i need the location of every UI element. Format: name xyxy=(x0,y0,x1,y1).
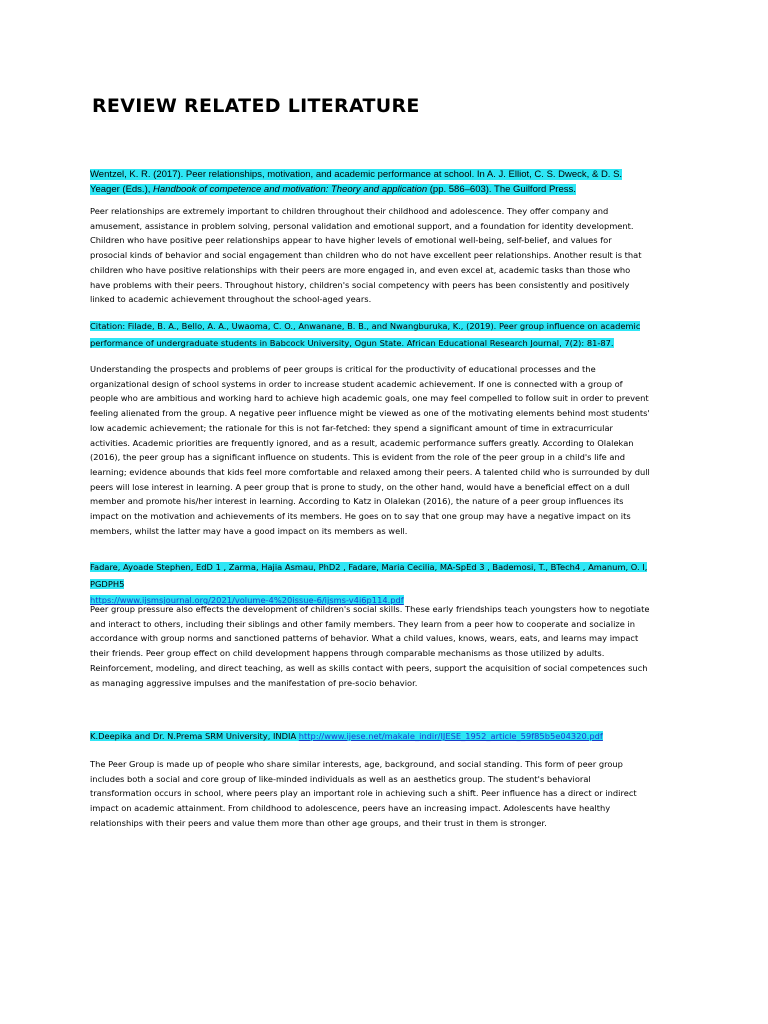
citation-fadare-link[interactable]: https://www.ijsmsjournal.org/2021/volume-4%20issue-6/ijsms-v4i6p114.pdf xyxy=(90,595,404,605)
citation-fadare-authors: Fadare, Ayoade Stephen, EdD 1 , Zarma, Hajia Asmau, PhD2 , Fadare, Maria Cecilia, MA-SpEd 3 , Bademosi, T., BTech4 , Amanum, O. I, PGDPH5 xyxy=(90,562,648,589)
paragraph-social-skills: Peer group pressure also effects the development of children's social skills. These early friendships teach youngsters how to negotiate and interact to others, including their siblings and other family members. They learn from a peer how to cooperate and socialize in accordance with group norms and sanctioned patterns of behavior. What a child values, knows, wears, eats, and learns may impact their friends. Peer group effect on child development happens through comparable mechanisms as those utilized by adults. Reinforcement, modeling, and direct teaching, as well as skills contact with peers, support the acquisition of social competences such as managing aggressive impulses and the manifestation of pre-socio behavior. xyxy=(90,604,650,688)
page-title: REVIEW RELATED LITERATURE xyxy=(92,95,420,117)
citation-wentzel-main: Wentzel, K. R. (2017). Peer relationships, motivation, and academic performance at school. In A. J. Elliot, C. S. Dweck, & D. S. Yeager (Eds.), xyxy=(90,169,623,195)
paragraph-peer-group-definition: The Peer Group is made up of people who share similar interests, age, background, and social standing. This form of peer group includes both a social and core group of like-minded individuals as well as an aesthetics group. The student's behavioral transformation occurs in school, where peers play an important role in achieving such a shift. Peer influence has a direct or indirect impact on academic attainment. From childhood to adolescence, peers have an increasing impact. Adolescents have healthy relationships with their peers and value them more than other age groups, and their trust in them is stronger. xyxy=(90,759,637,828)
citation-deepika-authors: K.Deepika and Dr. N.Prema SRM University, INDIA xyxy=(90,731,299,741)
paragraph-peer-group-prospects: Understanding the prospects and problems of peer groups is critical for the productivity of educational processes and the organizational design of school systems in order to increase student academic achievement. If one is connected with a group of people who are ambitious and working hard to achieve high academic goals, one may feel compelled to follow suit in order to prevent feeling alienated from the group. A negative peer influence might be viewed as one of the motivating elements behind most students' low academic achievement; the rationale for this is not far-fetched: they spend a significant amount of time in extracurricular activities. Academic priorities are frequently ignored, and as a result, academic performance suffers greatly. According to Olalekan (2016), the peer group has a significant influence on students. This is evident from the role of the peer group in a child's life and learning; evidence abounds that kids feel more comfortable and relaxed among their peers. A talented child who is surrounded by dull peers will lose interest in learning. A peer group that is prone to study, on the other hand, would have a beneficial effect on a dull member and promote his/her interest in learning. According to Katz in Olalekan (2016), the nature of a peer group influences its impact on the motivation and achievements of its members. He goes on to say that one group may have a negative impact on its members, whilst the latter may have a good impact on its members as well. xyxy=(90,364,650,536)
citation-deepika xyxy=(90,728,650,745)
citation-wentzel-tail: (pp. 586–603). The Guilford Press. xyxy=(427,183,576,195)
paragraph-peer-relationships: Peer relationships are extremely important to children throughout their childhood and adolescence. They offer company and amusement, assistance in problem solving, personal validation and emotional support, and a foundation for identity development. Children who have positive peer relationships appear to have higher levels of emotional well-being, self-belief, and values for prosocial kinds of behavior and social engagement than children who do not have excellent peer relationships. Another result is that children who have positive relationships with their peers are more engaged in, and even excel at, academic tasks than those who have problems with their peers. Throughout history, children's social competency with peers has been consistently and positively linked to academic achievement throughout the school-aged years. xyxy=(90,206,642,305)
citation-wentzel xyxy=(90,168,650,197)
citation-deepika-link[interactable]: http://www.ijese.net/makale_indir/IJESE_1952_article_59f85b5e04320.pdf xyxy=(298,731,603,741)
citation-filade: Citation: Filade, B. A., Bello, A. A., Uwaoma, C. O., Anwanane, B. B., and Nwangburuka, K., (2019). Peer group influence on academic performance of undergraduate students in Babcock University, Ogun State. African Educational Research Journal, 7(2): 81-87. xyxy=(90,321,641,348)
citation-wentzel-book: Handbook of competence and motivation: Theory and application xyxy=(153,183,428,195)
